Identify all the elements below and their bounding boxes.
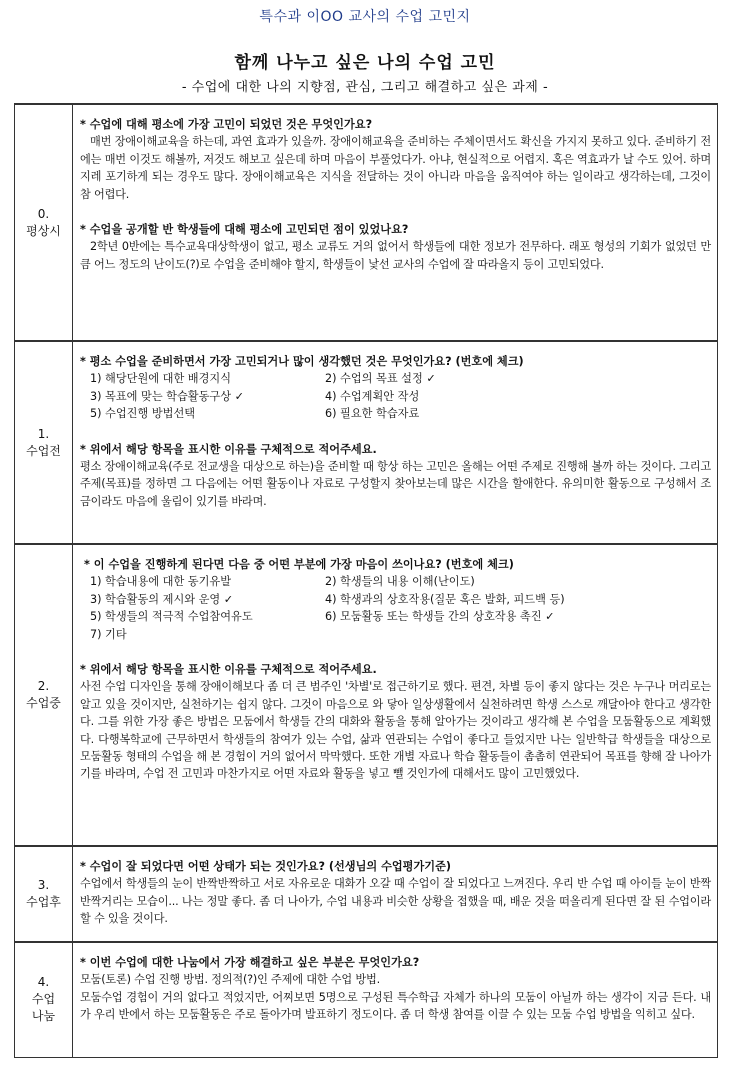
question: * 이번 수업에 대한 나눔에서 가장 해결하고 싶은 부분은 무엇인가요? [80,956,420,969]
option-item: 4) 학생과의 상호작용(질문 혹은 발화, 피드백 등) [325,592,565,606]
stage-label: 수업후 [26,895,61,909]
stage-label: 수업전 [26,443,61,458]
option-item: 5) 수업진행 방법선택 [90,407,196,421]
stage-number: 1. [37,426,50,441]
stage-cell-4 [15,942,73,1057]
section-row-0 [15,104,718,341]
stage-cell-1 [15,341,73,544]
page-title: 함께 나누고 싶은 나의 수업 고민 [234,53,496,73]
section-row-3 [15,846,718,942]
option-list [80,370,711,422]
question: * 수업에 대해 평소에 가장 고민이 되었던 것은 무엇인가요? [80,118,373,131]
answer: 평소 장애이해교육(주로 전교생을 대상으로 하는)을 준비할 때 항상 하는 고민은 올해는 어떤 주제로 진행해 볼까 하는 것이다. 그리고 주제(목표)를 정하면 그 다음에는 어떤 활동이나 자료로 구성할지 찾아보는데 많은 시간을 할애한다. 유의미한 활동으로 구성해서 조금이라도 마음에 울림이 있기를 바라며. [80,460,711,508]
question: * 수업을 공개할 반 학생들에 대해 평소에 고민되던 점이 있었나요? [80,223,409,237]
content-cell-0 [73,104,718,341]
option-item: 2) 학생들의 내용 이해(난이도) [325,575,475,589]
section-row-1 [15,341,718,544]
question: * 평소 수업을 준비하면서 가장 고민되거나 많이 생각했던 것은 무엇인가요? (번호에 체크) [80,355,524,368]
stage-number: 3. [37,878,50,892]
answer: 사전 수업 디자인을 통해 장애이해보다 좀 더 큰 범주인 '차별'로 접근하기로 했다. 편견, 차별 등이 좋지 않다는 것은 누구나 머리로는 알고 있을 것이지만, 실천하기는 쉽지 않다. 그것이 마음으로 와 닿아 일상생활에서 실천하려면 학생 스스로 깨달아야 한다고 생각한다. 그를 위한 가장 좋은 방법은 모둠에서 학생들 간의 대화와 활동을 통해 알아가는 것이라고 생각해 본 수업을 모둠활동으로 계획했다. 다행복학교에 근무하면서 학생들의 참여가 있는 수업, 삶과 연관되는 수업이 좋다고 들었지만 나는 일반학급 학생들을 대상으로 모둠활동 형태의 수업을 해 본 경험이 거의 없어서 막막했다. 또한 개별 자료나 학습 활동들이 촘촘히 연관되어 목표를 향해 잘 나아가기를 바라며, 수업 전 고민과 마찬가지로 어떤 자료와 활동을 넣고 뺄 것인가에 대해서도 많이 고민했었다. [80,680,711,781]
option-list [80,573,711,643]
stage-label: 평상시 [26,223,61,238]
option-item: 4) 수업계획안 작성 [325,389,420,403]
content-cell-2 [73,544,718,846]
stage-label: 수업 [31,992,56,1007]
question: * 이 수업을 진행하게 된다면 다음 중 어떤 부분에 가장 마음이 쓰이나요? (번호에 체크) [84,558,514,571]
section-row-4 [15,942,718,1057]
stage-number: 0. [37,206,50,221]
stage-label: 수업중 [26,696,61,710]
question: * 위에서 해당 항목을 표시한 이유를 구체적으로 적어주세요. [80,663,377,677]
stage-cell-3 [15,846,73,942]
content-cell-3 [73,846,718,942]
answer: 모둠(토론) 수업 진행 방법. 정의적(?)인 주제에 대한 수업 방법. [80,973,380,987]
option-item: 6) 필요한 학습자료 [325,407,420,421]
option-item: 3) 목표에 맞는 학습활동구상 ✓ [90,389,244,403]
stage-number: 2. [37,679,50,693]
document-header-label: 특수과 이OO 교사의 수업 고민지 [259,9,471,25]
stage-label: 나눔 [31,1009,56,1024]
answer: 매번 장애이해교육을 하는데, 과연 효과가 있을까. 장애이해교육을 준비하는 주체이면서도 확신을 가지지 못하고 있다. 준비하기 전에는 매번 이것도 해볼까, 저것도 해보고 싶은데 하며 마음이 부풀었다가. 아냐, 현실적으로 어렵지. 혹은 역효과가 날 수도 있어. 하며 지레 포기하게 되는 경우도 많다. 장애이해교육은 지식을 전달하는 것이 아니라 마음을 움직여야 하는 일이라고 생각하는데, 그것이 참 어렵다. [80,135,711,201]
answer: 수업에서 학생들의 눈이 반짝반짝하고 서로 자유로운 대화가 오갈 때 수업이 잘 되었다고 느껴진다. 우리 반 수업 때 아이들 눈이 반짝반짝거리는 모습이... 나는 정말 좋다. 좀 더 나아가, 수업 내용과 비슷한 상황을 접했을 때, 배운 것을 떠올리게 된다면 잘 된 수업이라 할 수 있을 것이다. [80,877,711,926]
stage-cell-0 [15,104,73,341]
section-row-2 [15,544,718,846]
reflection-table [14,103,718,1058]
option-item: 1) 해당단원에 대한 배경지식 [90,372,232,386]
option-item: 5) 학생들의 적극적 수업참여유도 [90,610,253,624]
option-item: 6) 모둠활동 또는 학생들 간의 상호작용 촉진 ✓ [325,610,555,624]
question: * 위에서 해당 항목을 표시한 이유를 구체적으로 적어주세요. [80,442,377,456]
answer: 2학년 0반에는 특수교육대상학생이 없고, 평소 교류도 거의 없어서 학생들에 대한 정보가 전무하다. 래포 형성의 기회가 없었던 만큼 어느 정도의 난이도(?)로 수업을 준비해야 할지, 학생들이 낯선 교사의 수업에 잘 따라올지 등이 고민되었다. [80,240,711,271]
page-subtitle: - 수업에 대한 나의 지향점, 관심, 그리고 해결하고 싶은 과제 - [181,80,549,95]
option-item: 3) 학습활동의 제시와 운영 ✓ [90,592,234,606]
option-item: 2) 수업의 목표 설정 ✓ [325,372,436,386]
option-item: 7) 기타 [90,627,127,641]
option-item: 1) 학습내용에 대한 동기유발 [90,575,232,589]
stage-cell-2 [15,544,73,846]
question: * 수업이 잘 되었다면 어떤 상태가 되는 것인가요? (선생님의 수업평가기준) [80,860,452,873]
content-cell-1 [73,341,718,544]
stage-number: 4. [37,975,50,990]
content-cell-4 [73,942,718,1057]
answer: 모둠수업 경험이 거의 없다고 적었지만, 어찌보면 5명으로 구성된 특수학급 자체가 하나의 모둠이 아닐까 하는 생각이 지금 든다. 내가 우리 반에서 하는 모둠활동은 주로 돌아가며 발표하기 정도이다. 좀 더 학생 참여를 이끌 수 있는 모둠 수업 방법을 익히고 싶다. [80,990,711,1022]
